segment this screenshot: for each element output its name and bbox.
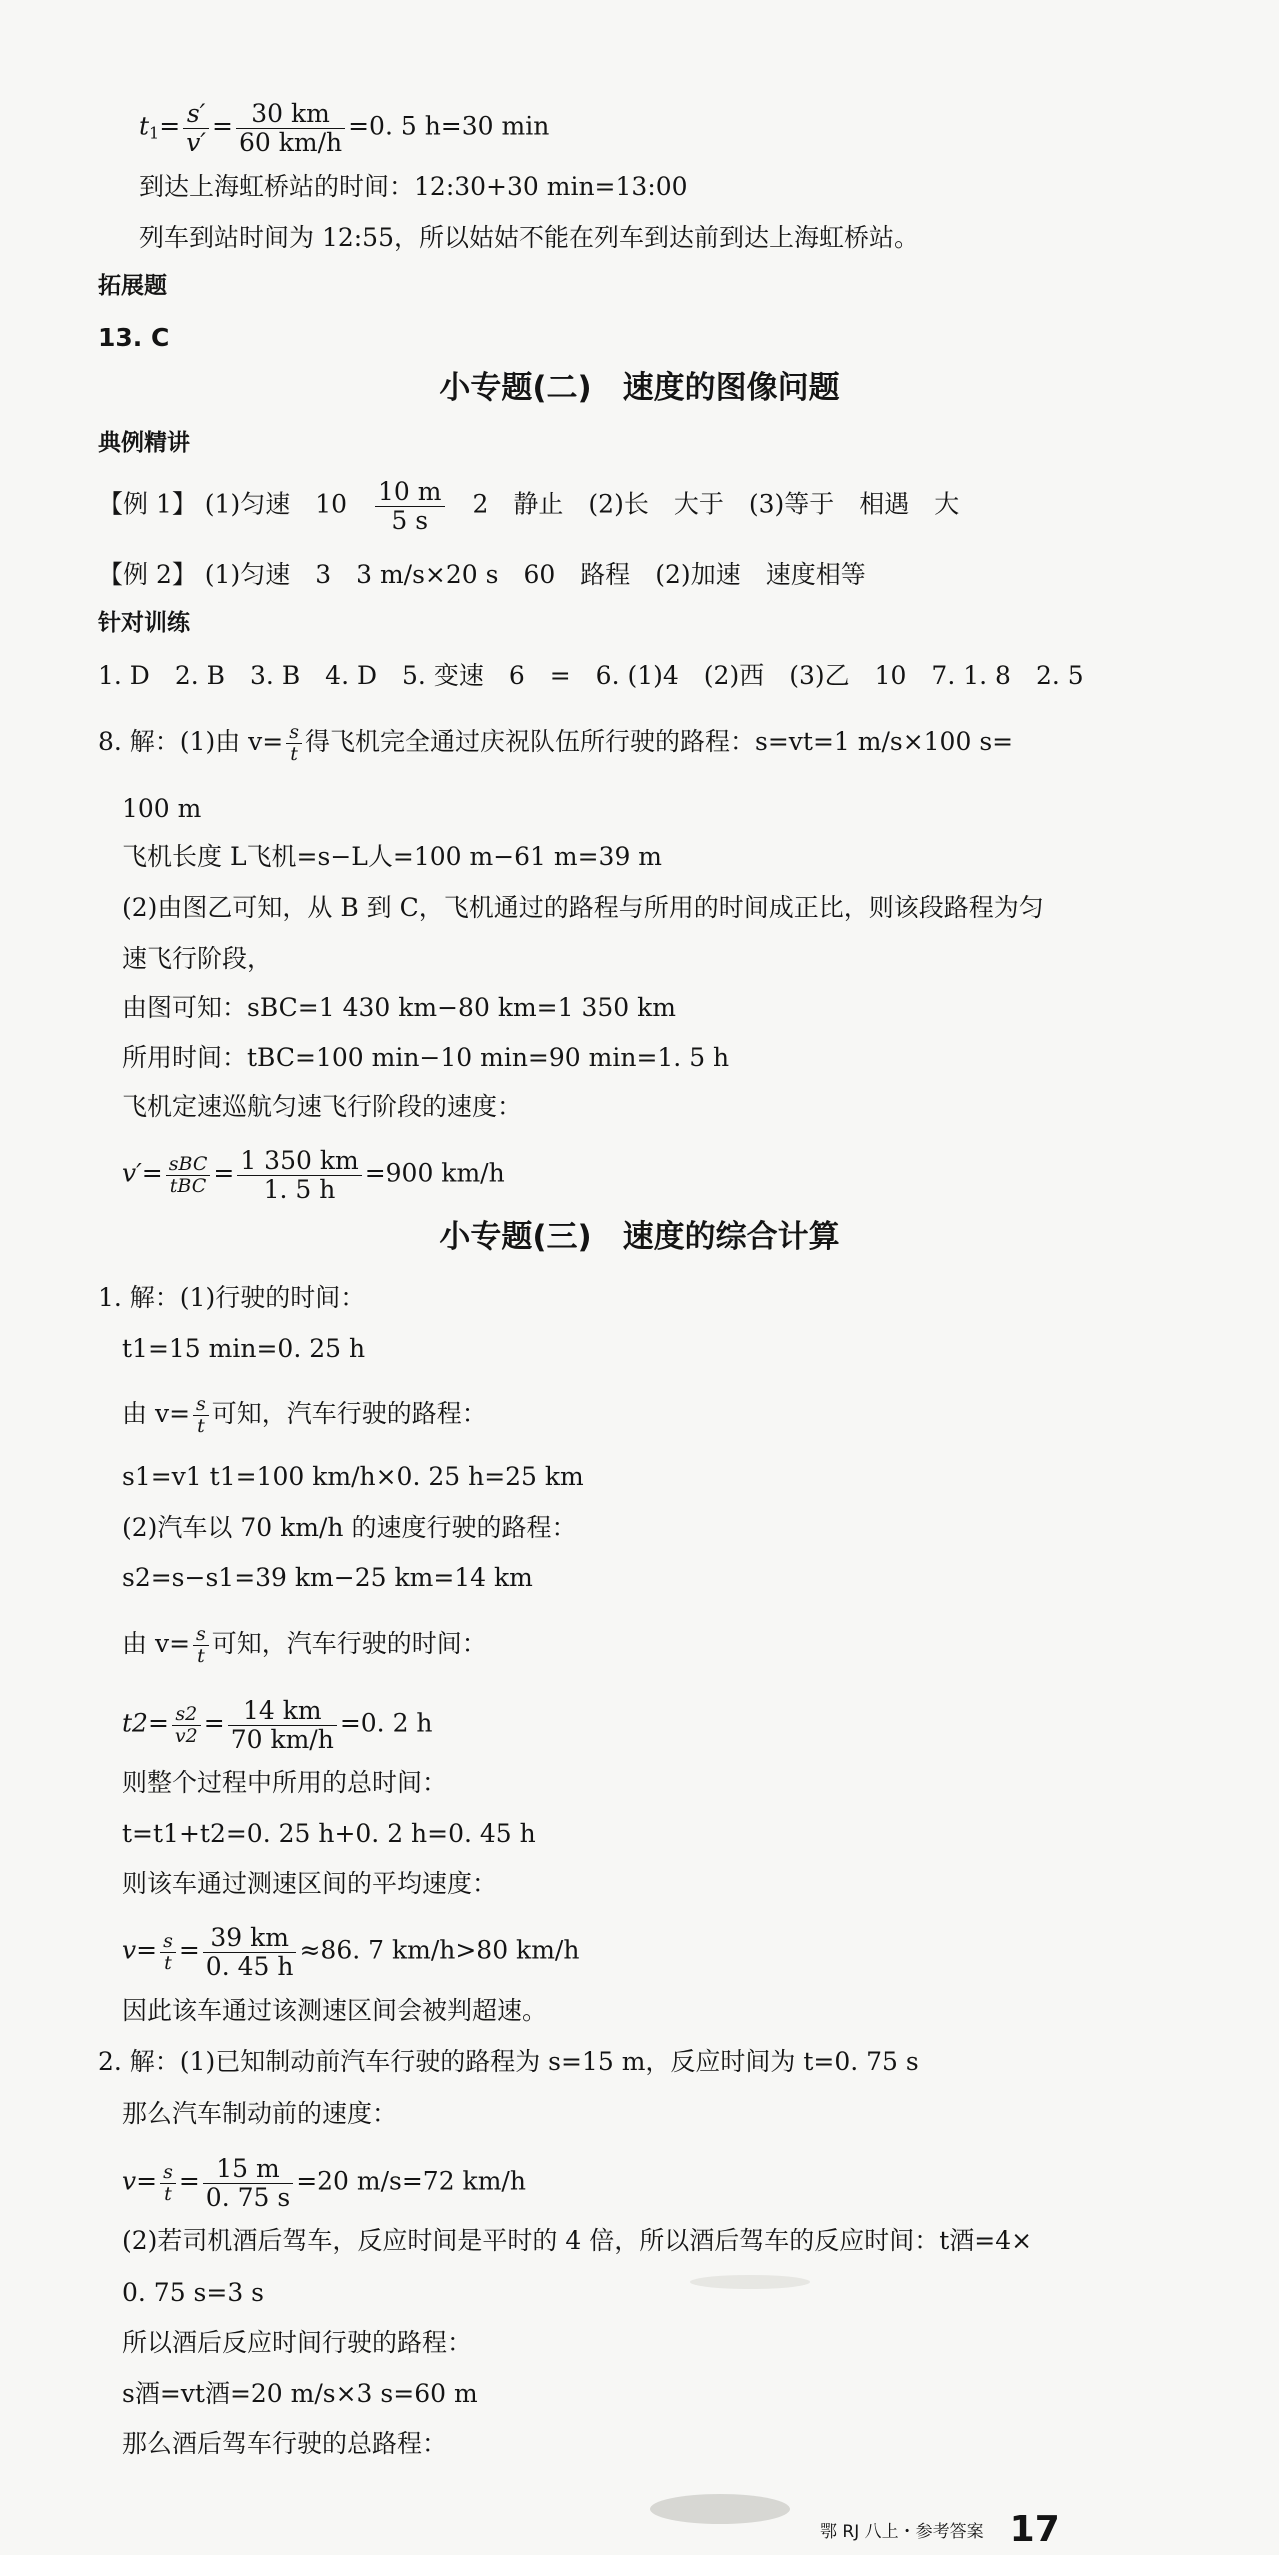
fraction: $\frac{14 km}{70 km/h}$ <box>228 1697 337 1753</box>
text-line: 到达上海虹桥站的时间：12:30+30 min=13:00 <box>139 172 688 201</box>
text-line: 由图可知：sBC=1 430 km−80 km=1 350 km <box>122 993 676 1022</box>
text-line: 则该车通过测速区间的平均速度： <box>122 1869 498 1898</box>
example-2: 【例 2】 (1)匀速 3 3 m/s×20 s 60 路程 (2)加速 速度相等 <box>98 560 866 589</box>
text-line: 列车到站时间为 12:55，所以姑姑不能在列车到达前到达上海虹桥站。 <box>139 223 919 252</box>
text-line: 100 m <box>122 794 202 823</box>
text-line: t=t1+t2=0. 25 h+0. 2 h=0. 45 h <box>122 1819 536 1848</box>
page-number: 17 <box>1009 2509 1060 2550</box>
text-line: s1=v1 t1=100 km/h×0. 25 h=25 km <box>122 1462 584 1491</box>
answers-line: 1. D 2. B 3. B 4. D 5. 变速 6 = 6. (1)4 (2)西 (3)乙 10 7. 1. 8 2. 5 <box>98 661 1084 690</box>
text-line: s酒=vt酒=20 m/s×3 s=60 m <box>122 2379 478 2408</box>
scan-smudge <box>650 2494 790 2524</box>
text-line: 速飞行阶段， <box>122 944 273 973</box>
fraction: $\frac{s}{t}$ <box>160 1931 176 1974</box>
text-line: 飞机定速巡航匀速飞行阶段的速度： <box>122 1092 523 1121</box>
text-line: (2)汽车以 70 km/h 的速度行驶的路程： <box>122 1513 577 1542</box>
text-line: 1. 解：(1)行驶的时间： <box>98 1283 366 1312</box>
footer-label: 鄂 RJ 八上・参考答案 <box>820 2522 984 2542</box>
fraction: $\frac{s}{t}$ <box>160 2162 176 2205</box>
equation-v: v′= $\frac{\text{sBC}}{\text{tBC}}$ = $\frac{1 350 km}{1. 5 h}$ =900 km/h <box>122 1146 505 1204</box>
text-line: 那么汽车制动前的速度： <box>122 2099 398 2128</box>
page-footer <box>820 2509 1060 2550</box>
text-line: (2)若司机酒后驾车，反应时间是平时的 4 倍，所以酒后驾车的反应时间：t酒=4× <box>122 2226 1033 2255</box>
fraction: $\frac{s}{t}$ <box>193 1394 209 1437</box>
section-heading: 针对训练 <box>98 610 190 636</box>
text-line: 飞机长度 L飞机=s−L人=100 m−61 m=39 m <box>122 842 663 871</box>
equation-v: v= $\frac{s}{t}$ = $\frac{15 m}{0. 75 s}$ =20 m/s=72 km/h <box>122 2154 526 2212</box>
text-line: (2)由图乙可知，从 B 到 C，飞机通过的路程与所用的时间成正比，则该段路程为匀 <box>122 893 1044 922</box>
question-8: 8. 解：(1)由 v= $\frac{s}{t}$ 得飞机完全通过庆祝队伍所行驶的路程：s=vt=1 m/s×100 s= <box>98 721 1014 765</box>
equation-v: v= $\frac{s}{t}$ = $\frac{39 km}{0. 45 h}$ ≈86. 7 km/h>80 km/h <box>122 1923 580 1981</box>
answer-13: 13. C <box>98 323 170 352</box>
text-line: 由 v= $\frac{s}{t}$ 可知，汽车行驶的路程： <box>122 1393 487 1437</box>
text-line: 由 v= $\frac{s}{t}$ 可知，汽车行驶的时间： <box>122 1623 487 1667</box>
fraction: $\frac{30 km}{60 km/h}$ <box>236 100 345 156</box>
fraction: $\frac{s}{t}$ <box>193 1624 209 1667</box>
equation-t2: t2= $\frac{s2}{v2}$ = $\frac{14 km}{70 km/h}$ =0. 2 h <box>122 1696 433 1754</box>
text-line: 所用时间：tBC=100 min−10 min=90 min=1. 5 h <box>122 1043 730 1072</box>
fraction: $\frac{s}{t}$ <box>286 722 302 765</box>
fraction: $\frac{15 m}{0. 75 s}$ <box>203 2155 293 2211</box>
section-heading: 典例精讲 <box>98 430 190 456</box>
text-line: 2. 解：(1)已知制动前汽车行驶的路程为 s=15 m，反应时间为 t=0. 75 s <box>98 2047 919 2076</box>
fraction: $\frac{39 km}{0. 45 h}$ <box>203 1924 297 1980</box>
text-line: 所以酒后反应时间行驶的路程： <box>122 2328 473 2357</box>
fraction: $\frac{s'}{v'}$ <box>183 100 209 156</box>
text-line: t1=15 min=0. 25 h <box>122 1334 366 1363</box>
text-line: s2=s−s1=39 km−25 km=14 km <box>122 1563 533 1592</box>
text-line: 那么酒后驾车行驶的总路程： <box>122 2429 448 2458</box>
equation-t1: $t_1=$ $\frac{s'}{v'}$ = $\frac{30 km}{60 km/h}$ =0. 5 h=30 min <box>139 99 550 157</box>
text-line: 0. 75 s=3 s <box>122 2278 265 2307</box>
fraction: $\frac{1 350 km}{1. 5 h}$ <box>237 1147 361 1203</box>
section-heading: 拓展题 <box>98 273 167 299</box>
example-1: 【例 1】 (1)匀速 10 $\frac{10 m}{5 s}$ 2 静止 (2)长 大于 (3)等于 相遇 大 <box>98 477 960 535</box>
section-title: 小专题(二) 速度的图像问题 <box>439 370 840 406</box>
section-title: 小专题(三) 速度的综合计算 <box>439 1219 840 1255</box>
text-line: 因此该车通过该测速区间会被判超速。 <box>122 1996 548 2025</box>
text-line: 则整个过程中所用的总时间： <box>122 1768 448 1797</box>
fraction: $\frac{\text{sBC}}{\text{tBC}}$ <box>166 1154 211 1197</box>
fraction: $\frac{10 m}{5 s}$ <box>375 478 444 534</box>
scan-smudge <box>690 2275 810 2289</box>
fraction: $\frac{s2}{v2}$ <box>172 1704 201 1747</box>
